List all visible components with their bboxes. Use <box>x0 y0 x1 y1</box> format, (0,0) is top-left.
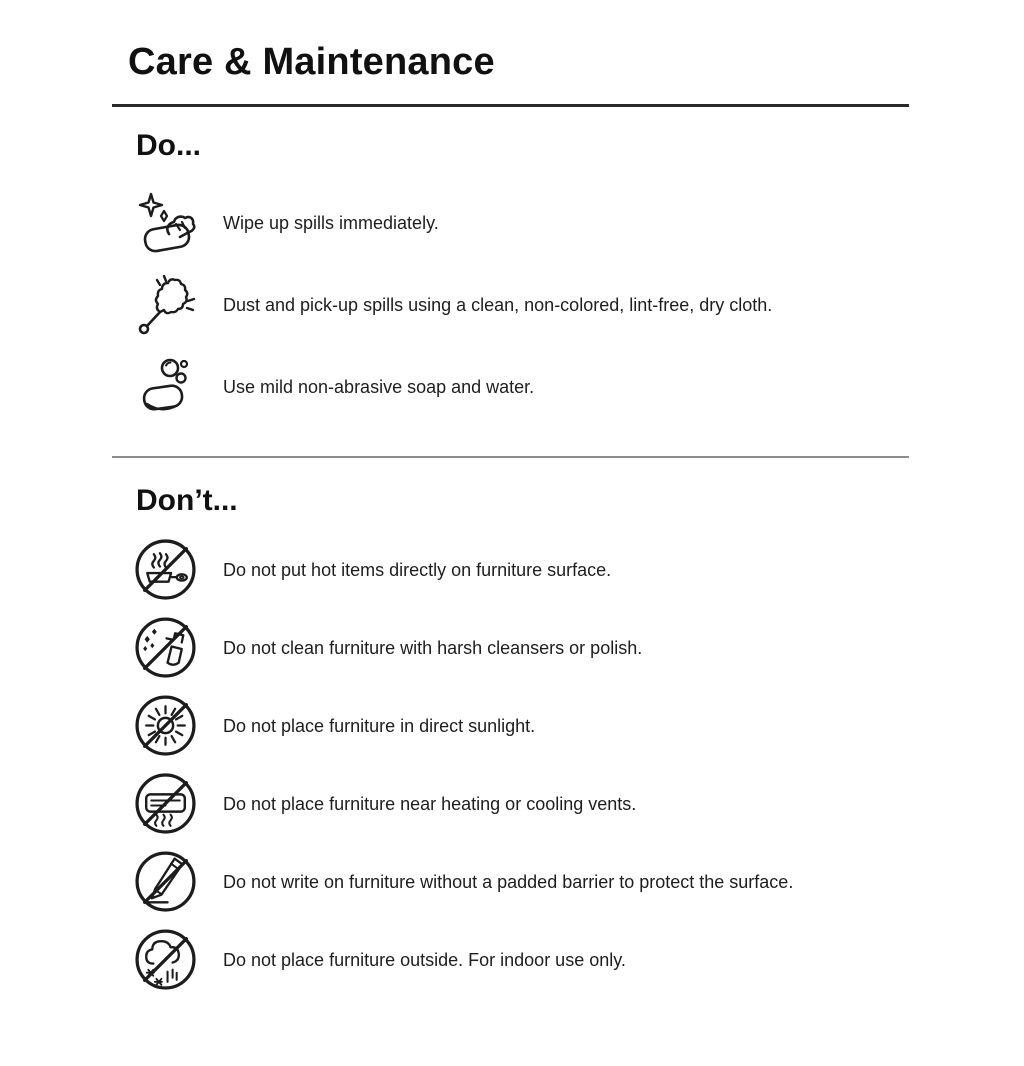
do-section <box>112 129 909 422</box>
care-instruction-text: Use mild non-abrasive soap and water. <box>223 376 535 397</box>
dont-list <box>112 531 909 999</box>
no-hot-items-icon <box>133 537 198 602</box>
care-warning-text: Do not put hot items directly on furniture surface. <box>223 559 612 580</box>
care-instruction-text: Dust and pick-up spills using a clean, non-colored, lint-free, dry cloth. <box>223 294 773 315</box>
care-warning-text: Do not write on furniture without a padded barrier to protect the surface. <box>223 871 794 892</box>
page-title: Care & Maintenance <box>128 41 495 83</box>
list-item <box>112 609 909 687</box>
care-warning-text: Do not clean furniture with harsh cleansers or polish. <box>223 637 643 658</box>
list-item <box>112 352 909 422</box>
no-writing-icon <box>133 849 198 914</box>
no-harsh-cleansers-icon <box>133 615 198 680</box>
title-divider <box>112 104 909 107</box>
wipe-hand-icon <box>136 191 200 255</box>
dont-section <box>112 484 909 999</box>
no-heating-cooling-vents-icon <box>133 771 198 836</box>
section-divider <box>112 456 909 458</box>
no-outdoor-use-icon <box>133 927 198 992</box>
no-direct-sunlight-icon <box>133 693 198 758</box>
list-item <box>112 687 909 765</box>
list-item <box>112 270 909 340</box>
care-instruction-text: Wipe up spills immediately. <box>223 212 439 233</box>
list-item <box>112 765 909 843</box>
soap-bubbles-icon <box>136 355 200 419</box>
care-warning-text: Do not place furniture in direct sunlight. <box>223 715 536 736</box>
care-warning-text: Do not place furniture near heating or cooling vents. <box>223 793 637 814</box>
feather-duster-icon <box>136 273 200 337</box>
care-warning-text: Do not place furniture outside. For indoor use only. <box>223 949 626 970</box>
list-item <box>112 843 909 921</box>
list-item <box>112 188 909 258</box>
list-item <box>112 531 909 609</box>
list-item <box>112 921 909 999</box>
care-maintenance-document <box>0 42 1024 999</box>
do-heading: Do... <box>136 128 201 162</box>
do-list <box>112 188 909 422</box>
dont-heading: Don’t... <box>136 483 238 517</box>
